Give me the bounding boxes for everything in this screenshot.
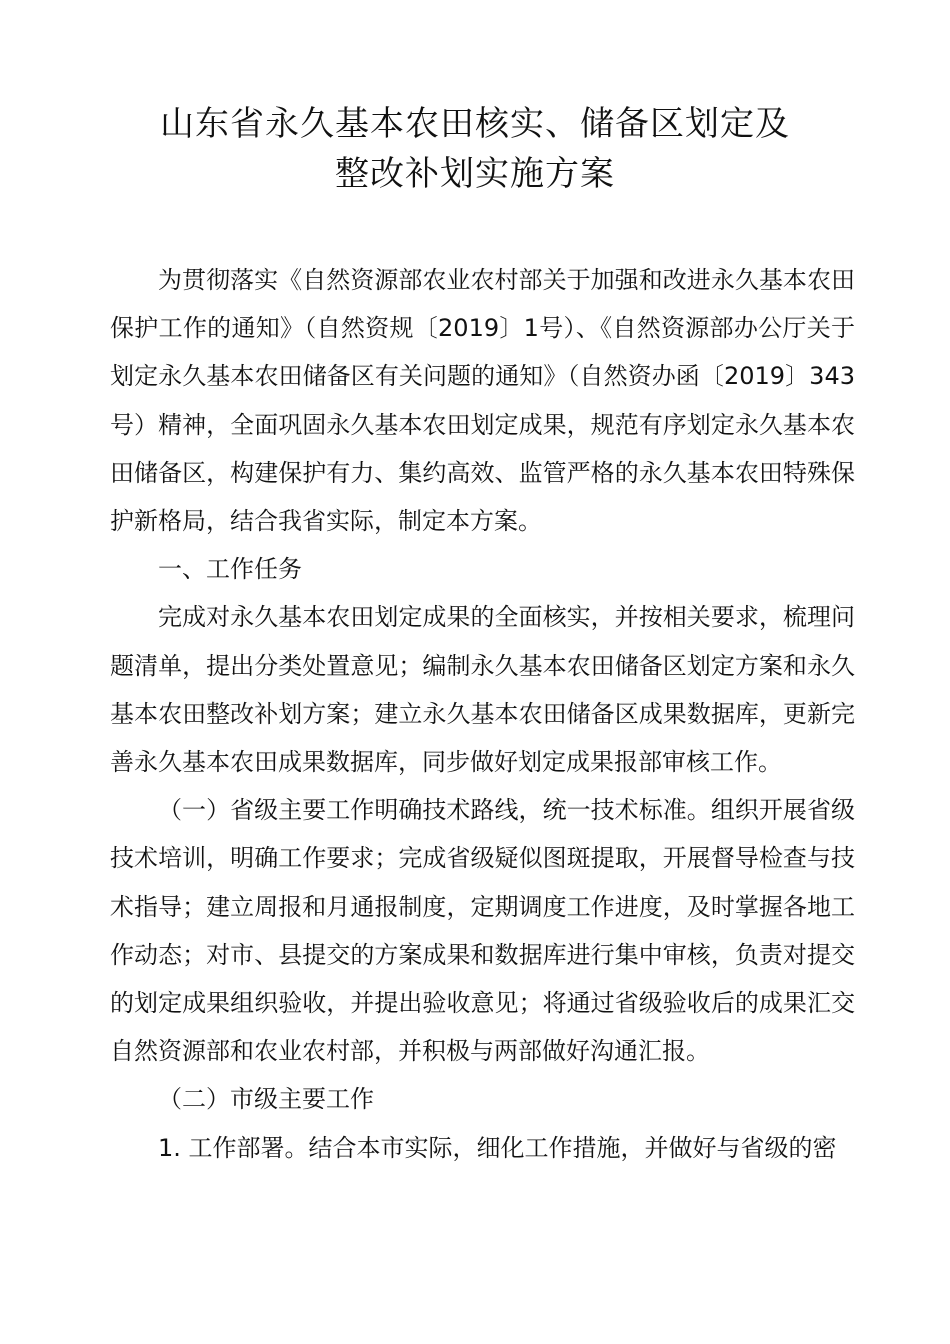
paragraph-provincial-work: （一）省级主要工作明确技术路线，统一技术标准。组织开展省级技术培训，明确工作要求；完成省级疑似图斑提取，开展督导检查与技术指导；建立周报和月通报制度，定期调度工作进度，及时掌握各地工作动态；对市、县提交的方案成果和数据库进行集中审核，负责对提交的划定成果组织验收，并提出验收意见；将通过省级验收后的成果汇交自然资源部和农业农村部，并积极与两部做好沟通汇报。 xyxy=(110,796,855,1066)
section-heading-work-tasks: 一、工作任务 xyxy=(158,555,302,584)
paragraph-work-deployment: 1. 工作部署。结合本市实际，细化工作措施，并做好与省级的密 xyxy=(158,1133,837,1162)
document-body xyxy=(110,256,855,1172)
paragraph-work-tasks: 完成对永久基本农田划定成果的全面核实，并按相关要求，梳理问题清单，提出分类处置意见；编制永久基本农田储备区划定方案和永久基本农田整改补划方案；建立永久基本农田储备区成果数据库，更新完善永久基本农田成果数据库，同步做好划定成果报部审核工作。 xyxy=(110,603,855,777)
subsection-heading-municipal-work: （二）市级主要工作 xyxy=(158,1085,374,1114)
paragraph-intro: 为贯彻落实《自然资源部农业农村部关于加强和改进永久基本农田保护工作的通知》（自然资规〔2019〕1号）、《自然资源部办公厅关于划定永久基本农田储备区有关问题的通知》（自然资办函〔2019〕343号）精神，全面巩固永久基本农田划定成果，规范有序划定永久基本农田储备区，构建保护有力、集约高效、监管严格的永久基本农田特殊保护新格局，结合我省实际，制定本方案。 xyxy=(110,266,855,536)
document-title-line-2: 整改补划实施方案 xyxy=(335,154,615,194)
document-title-line-1: 山东省永久基本农田核实、储备区划定及 xyxy=(160,104,790,144)
